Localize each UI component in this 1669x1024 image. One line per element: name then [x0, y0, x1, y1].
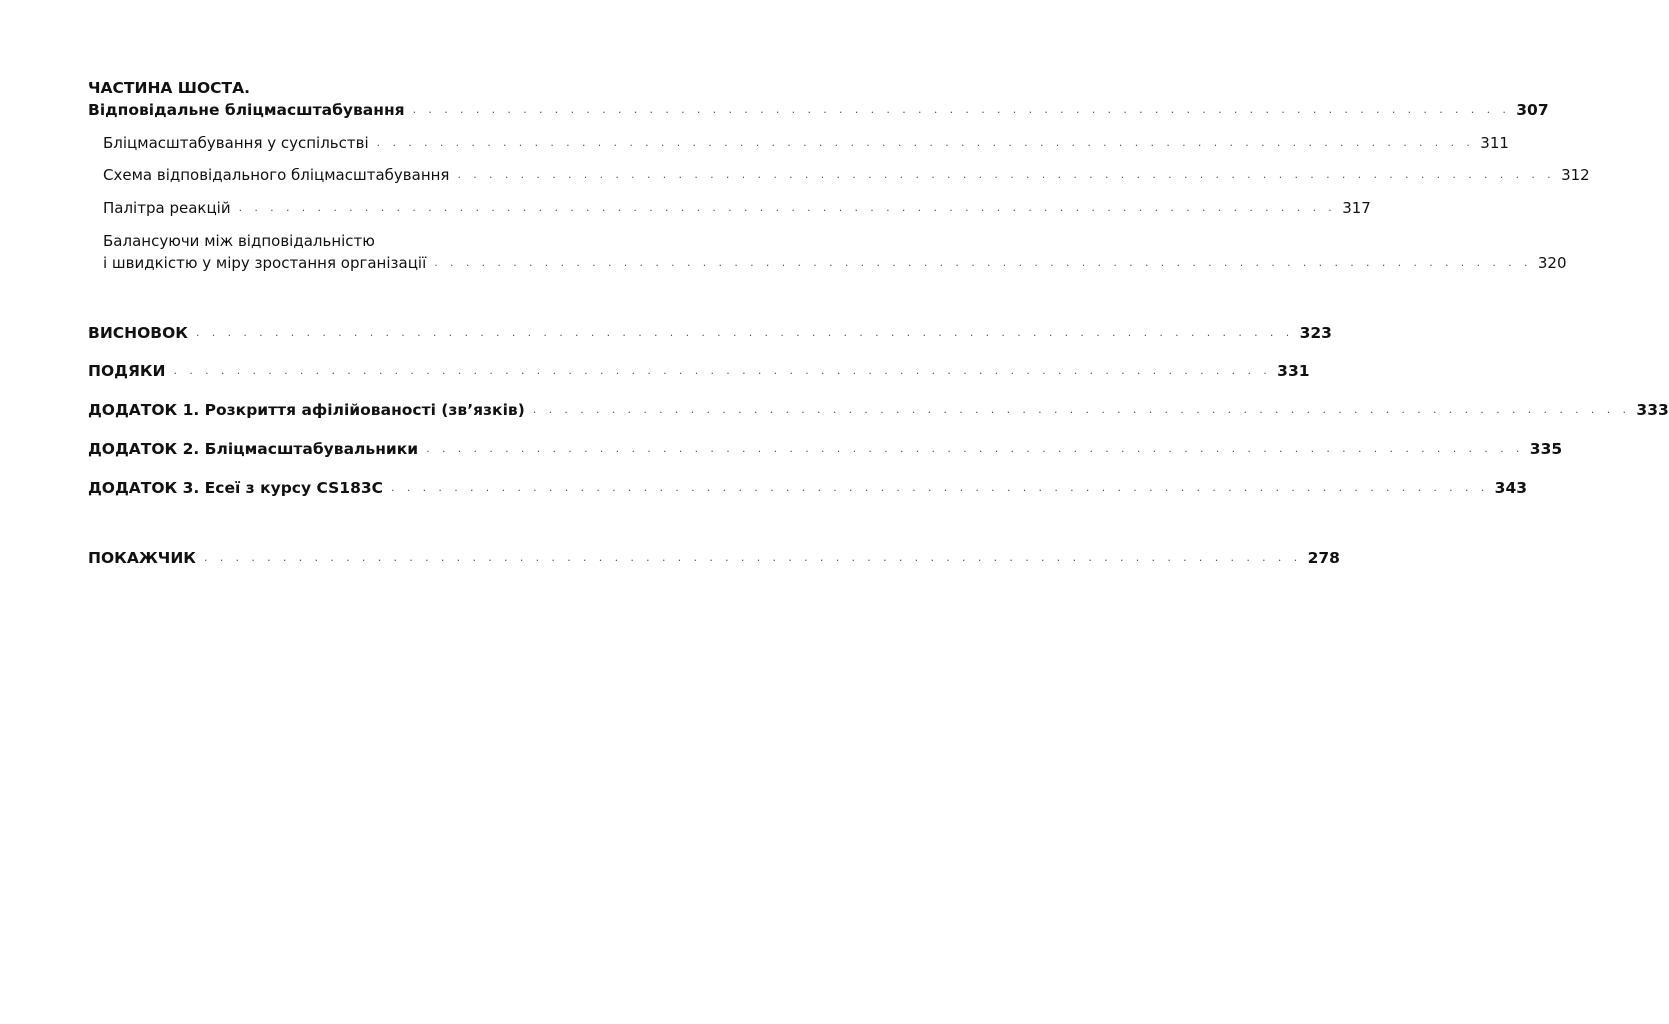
- toc-entry-label: Схема відповідального бліцмасштабування: [103, 166, 450, 184]
- toc-entry-label: Бліцмасштабування у суспільстві: [103, 134, 369, 152]
- toc-entry-label-line2: і швидкістю у міру зростання організації: [103, 254, 427, 272]
- toc-page-number: 278: [1307, 549, 1340, 567]
- toc-page-number: 311: [1480, 134, 1509, 152]
- dot-leader: . . . . . . . . . . . . . . . . . . . . . . . . . . . . . . . . . . . . . . . . . . . . . . . . . . . . . . . . . . . . . . . . . . . . . .: [203, 551, 1302, 564]
- toc-page-number: 323: [1299, 324, 1332, 342]
- toc-entry-sub-1[interactable]: [103, 132, 1509, 154]
- dot-leader: . . . . . . . . . . . . . . . . . . . . . . . . . . . . . . . . . . . . . . . . . . . . . . . . . . . . . . . . . . . . . . . . . . . . . .: [238, 201, 1337, 214]
- toc-page-number: 312: [1561, 166, 1590, 184]
- part-heading-line1: ЧАСТИНА ШОСТА.: [88, 79, 250, 97]
- toc-entry-label: ПОКАЖЧИК: [88, 549, 196, 567]
- toc-entry-label: ДОДАТОК 2. Бліцмасштабувальники: [88, 440, 419, 458]
- toc-entry-sub-4[interactable]: [103, 230, 1567, 274]
- toc-entry-label: ВИСНОВОК: [88, 324, 188, 342]
- dot-leader: . . . . . . . . . . . . . . . . . . . . . . . . . . . . . . . . . . . . . . . . . . . . . . . . . . . . . . . . . . . . . . . . . . . . . .: [532, 403, 1631, 416]
- toc-entry-appendix-3[interactable]: [88, 477, 1528, 499]
- toc-entry-sub-2[interactable]: [103, 164, 1590, 186]
- dot-leader: . . . . . . . . . . . . . . . . . . . . . . . . . . . . . . . . . . . . . . . . . . . . . . . . . . . . . . . . . . . . . . . . . . . . . .: [412, 103, 1511, 116]
- toc-entry-label: ПОДЯКИ: [88, 362, 166, 380]
- toc-entry-label: ДОДАТОК 1. Розкриття афілійованості (зв’язків): [88, 401, 525, 419]
- toc-entry-label: ДОДАТОК 3. Есеї з курсу CS183C: [88, 479, 384, 497]
- toc-entry-conclusion[interactable]: [88, 322, 1332, 344]
- dot-leader: . . . . . . . . . . . . . . . . . . . . . . . . . . . . . . . . . . . . . . . . . . . . . . . . . . . . . . . . . . . . . . . . . . . . . .: [391, 481, 1489, 494]
- dot-leader: . . . . . . . . . . . . . . . . . . . . . . . . . . . . . . . . . . . . . . . . . . . . . . . . . . . . . . . . . . . . . . . . . . . . . .: [426, 442, 1524, 455]
- toc-entry-part-six[interactable]: [88, 99, 1549, 121]
- dot-leader: . . . . . . . . . . . . . . . . . . . . . . . . . . . . . . . . . . . . . . . . . . . . . . . . . . . . . . . . . . . . . . . . . . . . . .: [434, 256, 1532, 269]
- toc-entry-appendix-2[interactable]: [88, 438, 1563, 460]
- toc-entry-appendix-1[interactable]: [88, 399, 1669, 421]
- toc-page-number: 317: [1342, 199, 1371, 217]
- toc-page-number: 343: [1494, 479, 1528, 497]
- toc-page-number: 335: [1529, 440, 1563, 458]
- dot-leader: . . . . . . . . . . . . . . . . . . . . . . . . . . . . . . . . . . . . . . . . . . . . . . . . . . . . . . . . . . . . . . . . . . . . . .: [173, 364, 1272, 377]
- toc-page-number: 331: [1277, 362, 1310, 380]
- dot-leader: . . . . . . . . . . . . . . . . . . . . . . . . . . . . . . . . . . . . . . . . . . . . . . . . . . . . . . . . . . . . . . . . . . . . . .: [376, 136, 1475, 149]
- toc-entry-label: Палітра реакцій: [103, 199, 231, 217]
- dot-leader: . . . . . . . . . . . . . . . . . . . . . . . . . . . . . . . . . . . . . . . . . . . . . . . . . . . . . . . . . . . . . . . . . . . . . .: [457, 168, 1556, 181]
- toc-entry-sub-3[interactable]: [103, 197, 1371, 219]
- toc-entry-label: Відповідальне бліцмасштабування: [88, 101, 405, 119]
- dot-leader: . . . . . . . . . . . . . . . . . . . . . . . . . . . . . . . . . . . . . . . . . . . . . . . . . . . . . . . . . . . . . . . . . . . . . .: [195, 326, 1294, 339]
- toc-page-number: 307: [1516, 101, 1549, 119]
- toc-page-number: 333: [1636, 401, 1669, 419]
- toc-page-number: 320: [1537, 254, 1567, 272]
- toc-entry-label-line1: Балансуючи між відповідальністю: [103, 232, 375, 250]
- toc-entry-index[interactable]: [88, 547, 1340, 569]
- toc-entry-label: [103, 230, 426, 274]
- toc-entry-acknowledgements[interactable]: [88, 360, 1310, 382]
